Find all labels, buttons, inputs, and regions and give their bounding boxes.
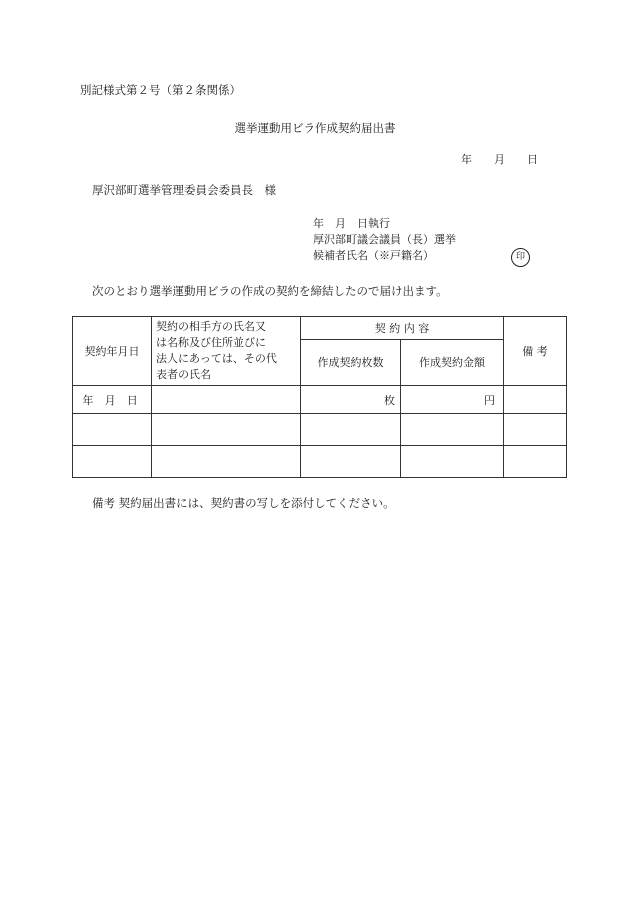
- addressee: 厚沢部町選挙管理委員会委員長 様: [92, 183, 276, 197]
- document-title: 選挙運動用ビラ作成契約届出書: [234, 121, 396, 135]
- row-date-text: 年 月 日: [82, 393, 142, 407]
- remarks-note: 備考 契約届出書には、契約書の写しを添付してください。: [92, 496, 395, 510]
- date-day-label: 日: [527, 153, 538, 166]
- table-row: [73, 386, 567, 414]
- row-notes-cell[interactable]: [504, 414, 567, 446]
- contract-table: [72, 316, 567, 478]
- row-amount-cell[interactable]: [401, 446, 504, 478]
- table-row: [73, 414, 567, 446]
- header-amount: 作成契約金額: [401, 339, 504, 385]
- row-sheet-count-cell[interactable]: [301, 446, 401, 478]
- table-row: [73, 446, 567, 478]
- row-counterparty-cell[interactable]: [152, 446, 301, 478]
- row-date-cell[interactable]: [73, 386, 152, 414]
- row-amount-cell[interactable]: [401, 414, 504, 446]
- election-date: 年 月 日執行: [313, 217, 390, 230]
- header-sheet-count: 作成契約枚数: [301, 339, 401, 385]
- header-counterparty-line: は名称及び住所並びに: [156, 336, 266, 349]
- row-counterparty-cell[interactable]: [152, 414, 301, 446]
- row-amount-cell[interactable]: [401, 386, 504, 414]
- intro-text: 次のとおり選挙運動用ビラの作成の契約を締結したので届け出ます。: [92, 284, 448, 298]
- row-sheet-count-cell[interactable]: [301, 414, 401, 446]
- header-counterparty-line: 法人にあっては、その代: [156, 352, 277, 365]
- header-contract-content: 契 約 内 容: [301, 317, 504, 340]
- date-month-label: 月: [494, 153, 505, 166]
- candidate-name-label: 候補者氏名（※戸籍名）: [313, 249, 434, 262]
- row-counterparty-cell[interactable]: [152, 386, 301, 414]
- row-sheet-count-cell[interactable]: [301, 386, 401, 414]
- amount-unit: 円: [484, 393, 495, 407]
- row-date-cell[interactable]: [73, 414, 152, 446]
- row-notes-cell[interactable]: [504, 386, 567, 414]
- sheet-unit: 枚: [384, 393, 395, 407]
- header-contract-date: 契約年月日: [73, 317, 152, 386]
- seal-mark-icon: 印: [511, 248, 530, 267]
- candidate-block: [313, 216, 456, 264]
- row-date-cell[interactable]: [73, 446, 152, 478]
- date-year-label: 年: [461, 153, 472, 166]
- header-counterparty-line: 表者の氏名: [156, 368, 211, 381]
- form-number: 別記様式第２号（第２条関係）: [80, 83, 241, 97]
- election-name: 厚沢部町議会議員（長）選挙: [313, 233, 456, 246]
- header-notes: 備 考: [504, 317, 567, 386]
- row-notes-cell[interactable]: [504, 446, 567, 478]
- header-counterparty: [152, 317, 301, 386]
- submission-date: [461, 151, 538, 167]
- header-counterparty-line: 契約の相手方の氏名又: [156, 320, 266, 333]
